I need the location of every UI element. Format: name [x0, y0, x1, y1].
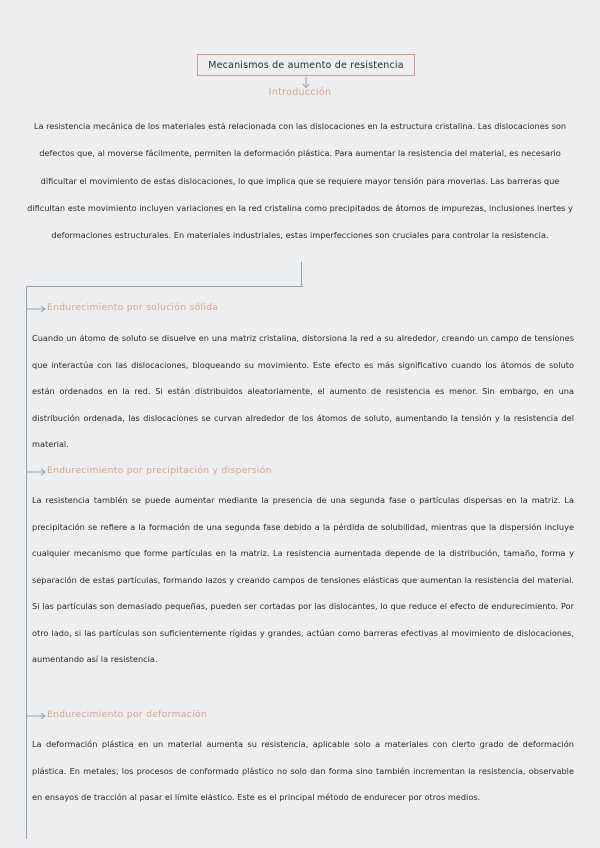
section-paragraph-precipitation: La resistencia también se puede aumentar mediante la presencia de una segunda fase o partículas dispersas en la matriz. La precipitación se refiere a la formación de una segunda fase debido a la pérdida de solubilidad, mientras que la dispersión incluye cualquier mecanismo que forme partículas en la matriz. La resistencia aumentada depende de la distribución, tamaño, forma y separación de estas partículas, formando lazos y creando campos de tensiones elásticas que aumentan la resistencia del material. Si las partículas son demasiado pequeñas, pueden ser cortadas por las dislocantes, lo que reduce el efecto de endurecimiento. Por otro lado, si las partículas son suficientemente rígidas y grandes, actúan como barreras efectivas al movimiento de dislocaciones, aumentando así la resistencia. [32, 495, 574, 664]
section-paragraph-solid-solution: Cuando un átomo de soluto se disuelve en una matriz cristalina, distorsiona la red a su alrededor, creando un campo de tensiones que interactúa con las dislocaciones, bloqueando su movimiento. Este efecto es más significativo cuando los átomos de soluto están ordenados en la red. Si están distribuidos aleatoriamente, el aumento de resistencia es menor. Sin embargo, en una distribución ordenada, las dislocaciones se curvan alrededor de los átomos de soluto, aumentando la tensión y la resistencia del material. [32, 333, 574, 449]
section-heading-solid-solution: Endurecimiento por solución sólida [47, 302, 219, 313]
section-heading-deformation: Endurecimiento por deformación [47, 709, 207, 720]
page-title [197, 54, 415, 76]
right-arrow-icon [27, 305, 47, 313]
section-paragraph-deformation: La deformación plástica en un material aumenta su resistencia, aplicable solo a materiales con cierto grado de deformación plástica. En metales, los procesos de conformado plástico no solo dan forma sino también incrementan la resistencia, observable en ensayos de tracción al pasar el límite elástico. Este es el principal método de endurecer por otros medios. [32, 739, 574, 802]
right-arrow-icon [27, 468, 47, 476]
page-title-text: Mecanismos de aumento de resistencia [208, 59, 404, 71]
intro-heading: Introducción [268, 87, 332, 98]
connector-line [301, 262, 302, 287]
right-arrow-icon [27, 712, 47, 720]
section-heading-precipitation: Endurecimiento por precipitación y dispersión [47, 465, 272, 476]
intro-paragraph: La resistencia mecánica de los materiales está relacionada con las dislocaciones en la estructura cristalina. Las dislocaciones son defectos que, al moverse fácilmente, permiten la deformación plástica. Para aumentar la resistencia del material, es necesario dificultar el movimiento de estas dislocaciones, lo que implica que se requiere mayor tensión para moverlas. Las barreras que dificultan este movimiento incluyen variaciones en la red cristalina como precipitados de átomos de impurezas, inclusiones inertes y deformaciones estructurales. En materiales industriales, estas imperfecciones son cruciales para controlar la resistencia. [27, 121, 573, 241]
